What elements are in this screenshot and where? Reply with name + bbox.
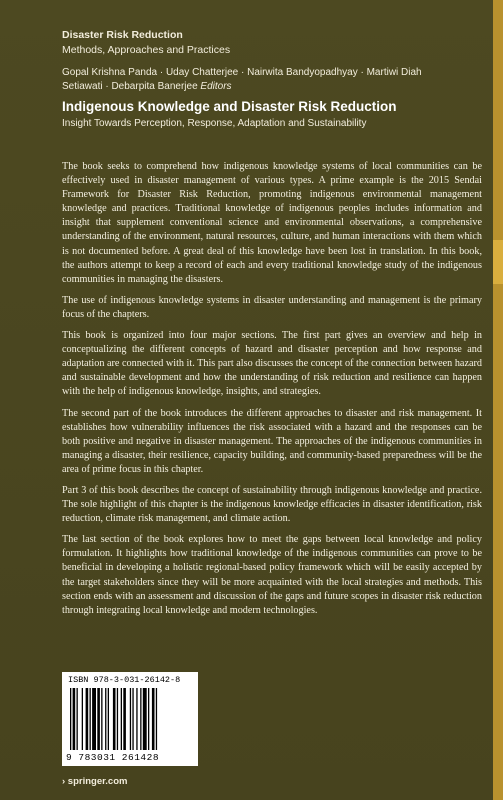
editors-block: [62, 66, 462, 94]
isbn-label: ISBN 978-3-031-26142-8: [68, 675, 181, 685]
publisher-url[interactable]: › springer.com: [62, 776, 128, 787]
barcode-bars-icon: [70, 688, 192, 750]
series-title: Disaster Risk Reduction: [62, 29, 183, 41]
blurb-text: [62, 160, 482, 625]
spine-accent: [493, 240, 503, 284]
blurb-paragraph: The second part of the book introduces the different approaches to disaster and risk management. It establishes how vulnerability influences the risk associated with a hazard and the responses can be both positive and negative in disaster management. The approaches of the indigenous communities in managing a disaster, their resilience, capacity building, and community-based preparedness will be the area of prime focus in this chapter.: [62, 407, 482, 475]
series-subtitle: Methods, Approaches and Practices: [62, 44, 231, 56]
blurb-paragraph: The last section of the book explores how to meet the gaps between local knowledge and policy formulation. It highlights how traditional knowledge of the indigenous communities can prove to be beneficial in developing a holistic regional-based policy framework which will be easily accepted by the target stakeholders since they will be more acquainted with the local strategies and methods. This section ends with an assessment and discussion of the gaps and future scopes in disaster risk reduction through integrating local knowledge and modern technologies.: [62, 534, 482, 616]
blurb-paragraph: This book is organized into four major sections. The first part gives an overview and help in conceptualizing the different concepts of hazard and disaster perception and how response and adaptation are connected with it. This part also discusses the concept of the connection between hazard and sustainable development and how the understanding of risk reduction and resilience can happen with the help of indigenous knowledge, insights, and strategies.: [62, 330, 482, 398]
book-subtitle: Insight Towards Perception, Response, Adaptation and Sustainability: [62, 118, 367, 129]
blurb-paragraph: Part 3 of this book describes the concept of sustainability through indigenous knowledge and practice. The sole highlight of this chapter is the indigenous knowledge efficacies in disaster identification, risk reduction, climate risk management, and climate action.: [62, 484, 482, 525]
spine-edge: [493, 0, 503, 800]
series-block: [62, 28, 230, 58]
barcode-digits: 9 783031 261428: [66, 752, 160, 763]
editor-names: Gopal Krishna Panda · Uday Chatterjee · Nairwita Bandyopadhyay · Martiwi Diah Setiawati · Debarpita Banerjee: [62, 67, 422, 92]
book-title: Indigenous Knowledge and Disaster Risk Reduction: [62, 99, 397, 114]
isbn-barcode: [62, 672, 198, 766]
blurb-paragraph: The book seeks to comprehend how indigenous knowledge systems of local communities can be effectively used in disaster management of various types. A prime example is the 2015 Sendai Framework for Disaster Risk Reduction, promoting indigenous environmental management knowledge and practices. Traditional knowledge of indigenous peoples includes information and insight that supplement conventional science and environmental observations, a comprehensive understanding of the environment, natural resources, culture, and human interactions with them which is not documented before. A great deal of this knowledge have been lost in translation. In this book, the authors attempt to keep a record of each and every traditional knowledge study of the indigenous communities in managing the disasters.: [62, 161, 482, 285]
editors-role: Editors: [200, 81, 232, 92]
blurb-paragraph: The use of indigenous knowledge systems in disaster understanding and management is the primary focus of the chapters.: [62, 294, 482, 320]
